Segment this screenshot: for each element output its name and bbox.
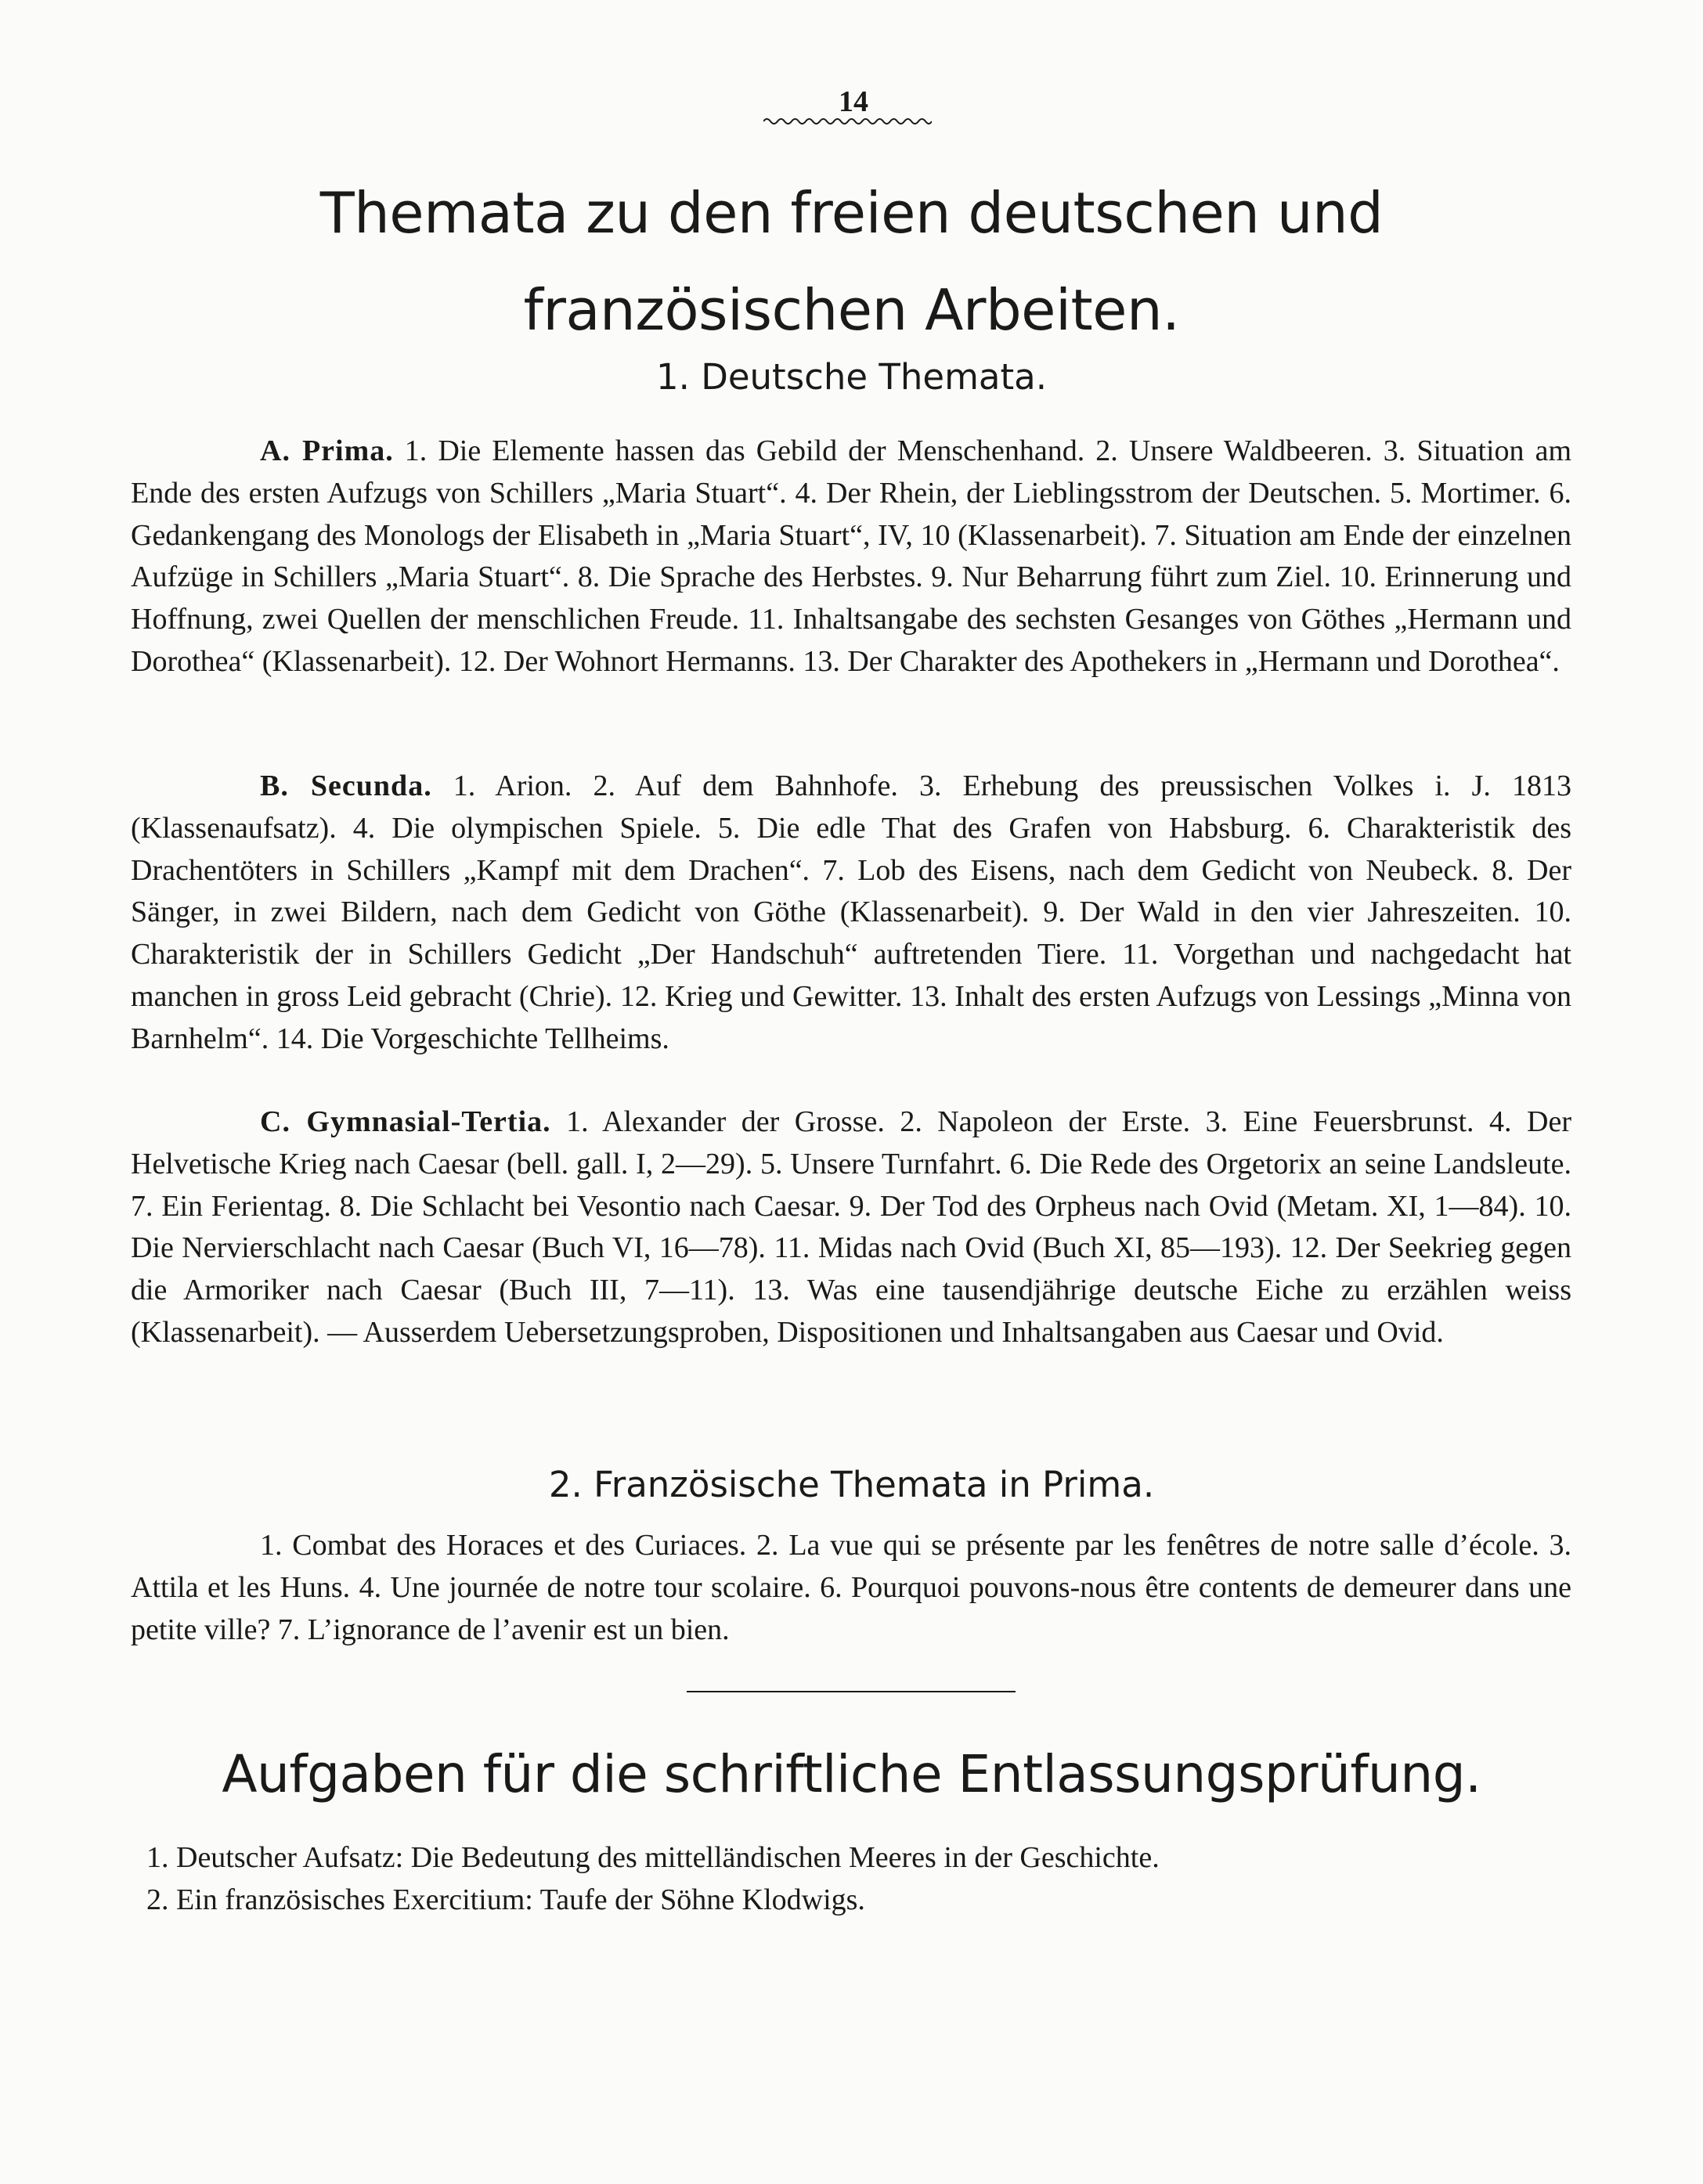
section-heading-german: 1. Deutsche Themata.: [655, 356, 1048, 398]
main-title-line1: Themata zu den freien deutschen und: [319, 180, 1384, 246]
exam-task-item: 2. Ein französisches Exercitium: Taufe der Söhne Klodwigs.: [146, 1883, 865, 1916]
main-title-line2: französischen Arbeiten.: [523, 277, 1180, 343]
section-divider: [687, 1691, 1016, 1692]
group-label-prima: A. Prima.: [260, 434, 394, 467]
main-title: [125, 164, 1578, 359]
theme-group-prima: [131, 431, 1571, 683]
wavy-rule-ornament: [763, 116, 932, 127]
group-label-tertia: C. Gymnasial-Tertia.: [260, 1105, 551, 1138]
section-heading-french: 2. Französische Themata in Prima.: [548, 1464, 1155, 1505]
theme-group-secunda: [131, 766, 1571, 1061]
group-text-prima: 1. Die Elemente hassen das Gebild der Menschenhand. 2. Unsere Waldbeeren. 3. Situation am Ende des ersten Aufzugs von Schillers „Maria Stuart“. 4. Der Rhein, der Lieblingsstrom der Deutschen. 5. Mortimer. 6. Gedankengang des Monologs der Elisabeth in „Maria Stuart“, IV, 10 (Klassenarbeit). 7. Situation am Ende der einzelnen Aufzüge in Schillers „Maria Stuart“. 8. Die Sprache des Herbstes. 9. Nur Beharrung führt zum Ziel. 10. Erinnerung und Hoffnung, zwei Quellen der menschlichen Freude. 11. Inhaltsangabe des sechsten Gesanges von Göthes „Hermann und Dorothea“ (Klassenarbeit). 12. Der Wohnort Hermanns. 13. Der Charakter des Apothekers in „Hermann und Dorothea“.: [131, 434, 1572, 678]
group-text-secunda: 1. Arion. 2. Auf dem Bahnhofe. 3. Erhebung des preussischen Volkes i. J. 1813 (Klassenaufsatz). 4. Die olympischen Spiele. 5. Die edle That des Grafen von Habsburg. 6. Charakteristik des Drachentöters in Schillers „Kampf mit dem Drachen“. 7. Lob des Eisens, nach dem Gedicht von Neubeck. 8. Der Sänger, in zwei Bildern, nach dem Gedicht von Göthe (Klassenarbeit). 9. Der Wald in den vier Jahreszeiten. 10. Charakteristik der in Schillers Gedicht „Der Handschuh“ auftretenden Tiere. 11. Vorgethan und nachgedacht hat manchen in gross Leid gebracht (Chrie). 12. Krieg und Gewitter. 13. Inhalt des ersten Aufzugs von Lessings „Minna von Barnhelm“. 14. Die Vorgeschichte Tellheims.: [131, 769, 1571, 1055]
group-text-tertia: 1. Alexander der Grosse. 2. Napoleon der Erste. 3. Eine Feuersbrunst. 4. Der Helvetische Krieg nach Caesar (bell. gall. I, 2—29). 5. Unsere Turnfahrt. 6. Die Rede des Orgetorix an seine Landsleute. 7. Ein Ferientag. 8. Die Schlacht bei Vesontio nach Caesar. 9. Der Tod des Orpheus nach Ovid (Metam. XI, 1—84). 10. Die Nervierschlacht nach Caesar (Buch VI, 16—78). 11. Midas nach Ovid (Buch XI, 85—193). 12. Der Seekrieg gegen die Armoriker nach Caesar (Buch III, 7—11). 13. Was eine tausendjährige deutsche Eiche zu erzählen weiss (Klassenarbeit). — Ausserdem Uebersetzungsproben, Dispositionen und Inhaltsangaben aus Caesar und Ovid.: [131, 1105, 1571, 1349]
exam-title: Aufgaben für die schriftliche Entlassungsprüfung.: [222, 1744, 1481, 1804]
theme-group-tertia: [131, 1101, 1571, 1354]
french-themes: 1. Combat des Horaces et des Curiaces. 2. La vue qui se présente par les fenêtres de notre salle d’école. 3. Attila et les Huns. 4. Une journée de notre tour scolaire. 6. Pourquoi pouvons-nous être contents de demeurer dans une petite ville? 7. L’ignorance de l’avenir est un bien.: [131, 1529, 1571, 1646]
exam-task-list: [146, 1836, 1556, 1921]
group-label-secunda: B. Secunda.: [260, 769, 432, 802]
page-number: 14: [839, 85, 868, 118]
exam-task-item: 1. Deutscher Aufsatz: Die Bedeutung des mittelländischen Meeres in der Geschichte.: [146, 1841, 1160, 1874]
